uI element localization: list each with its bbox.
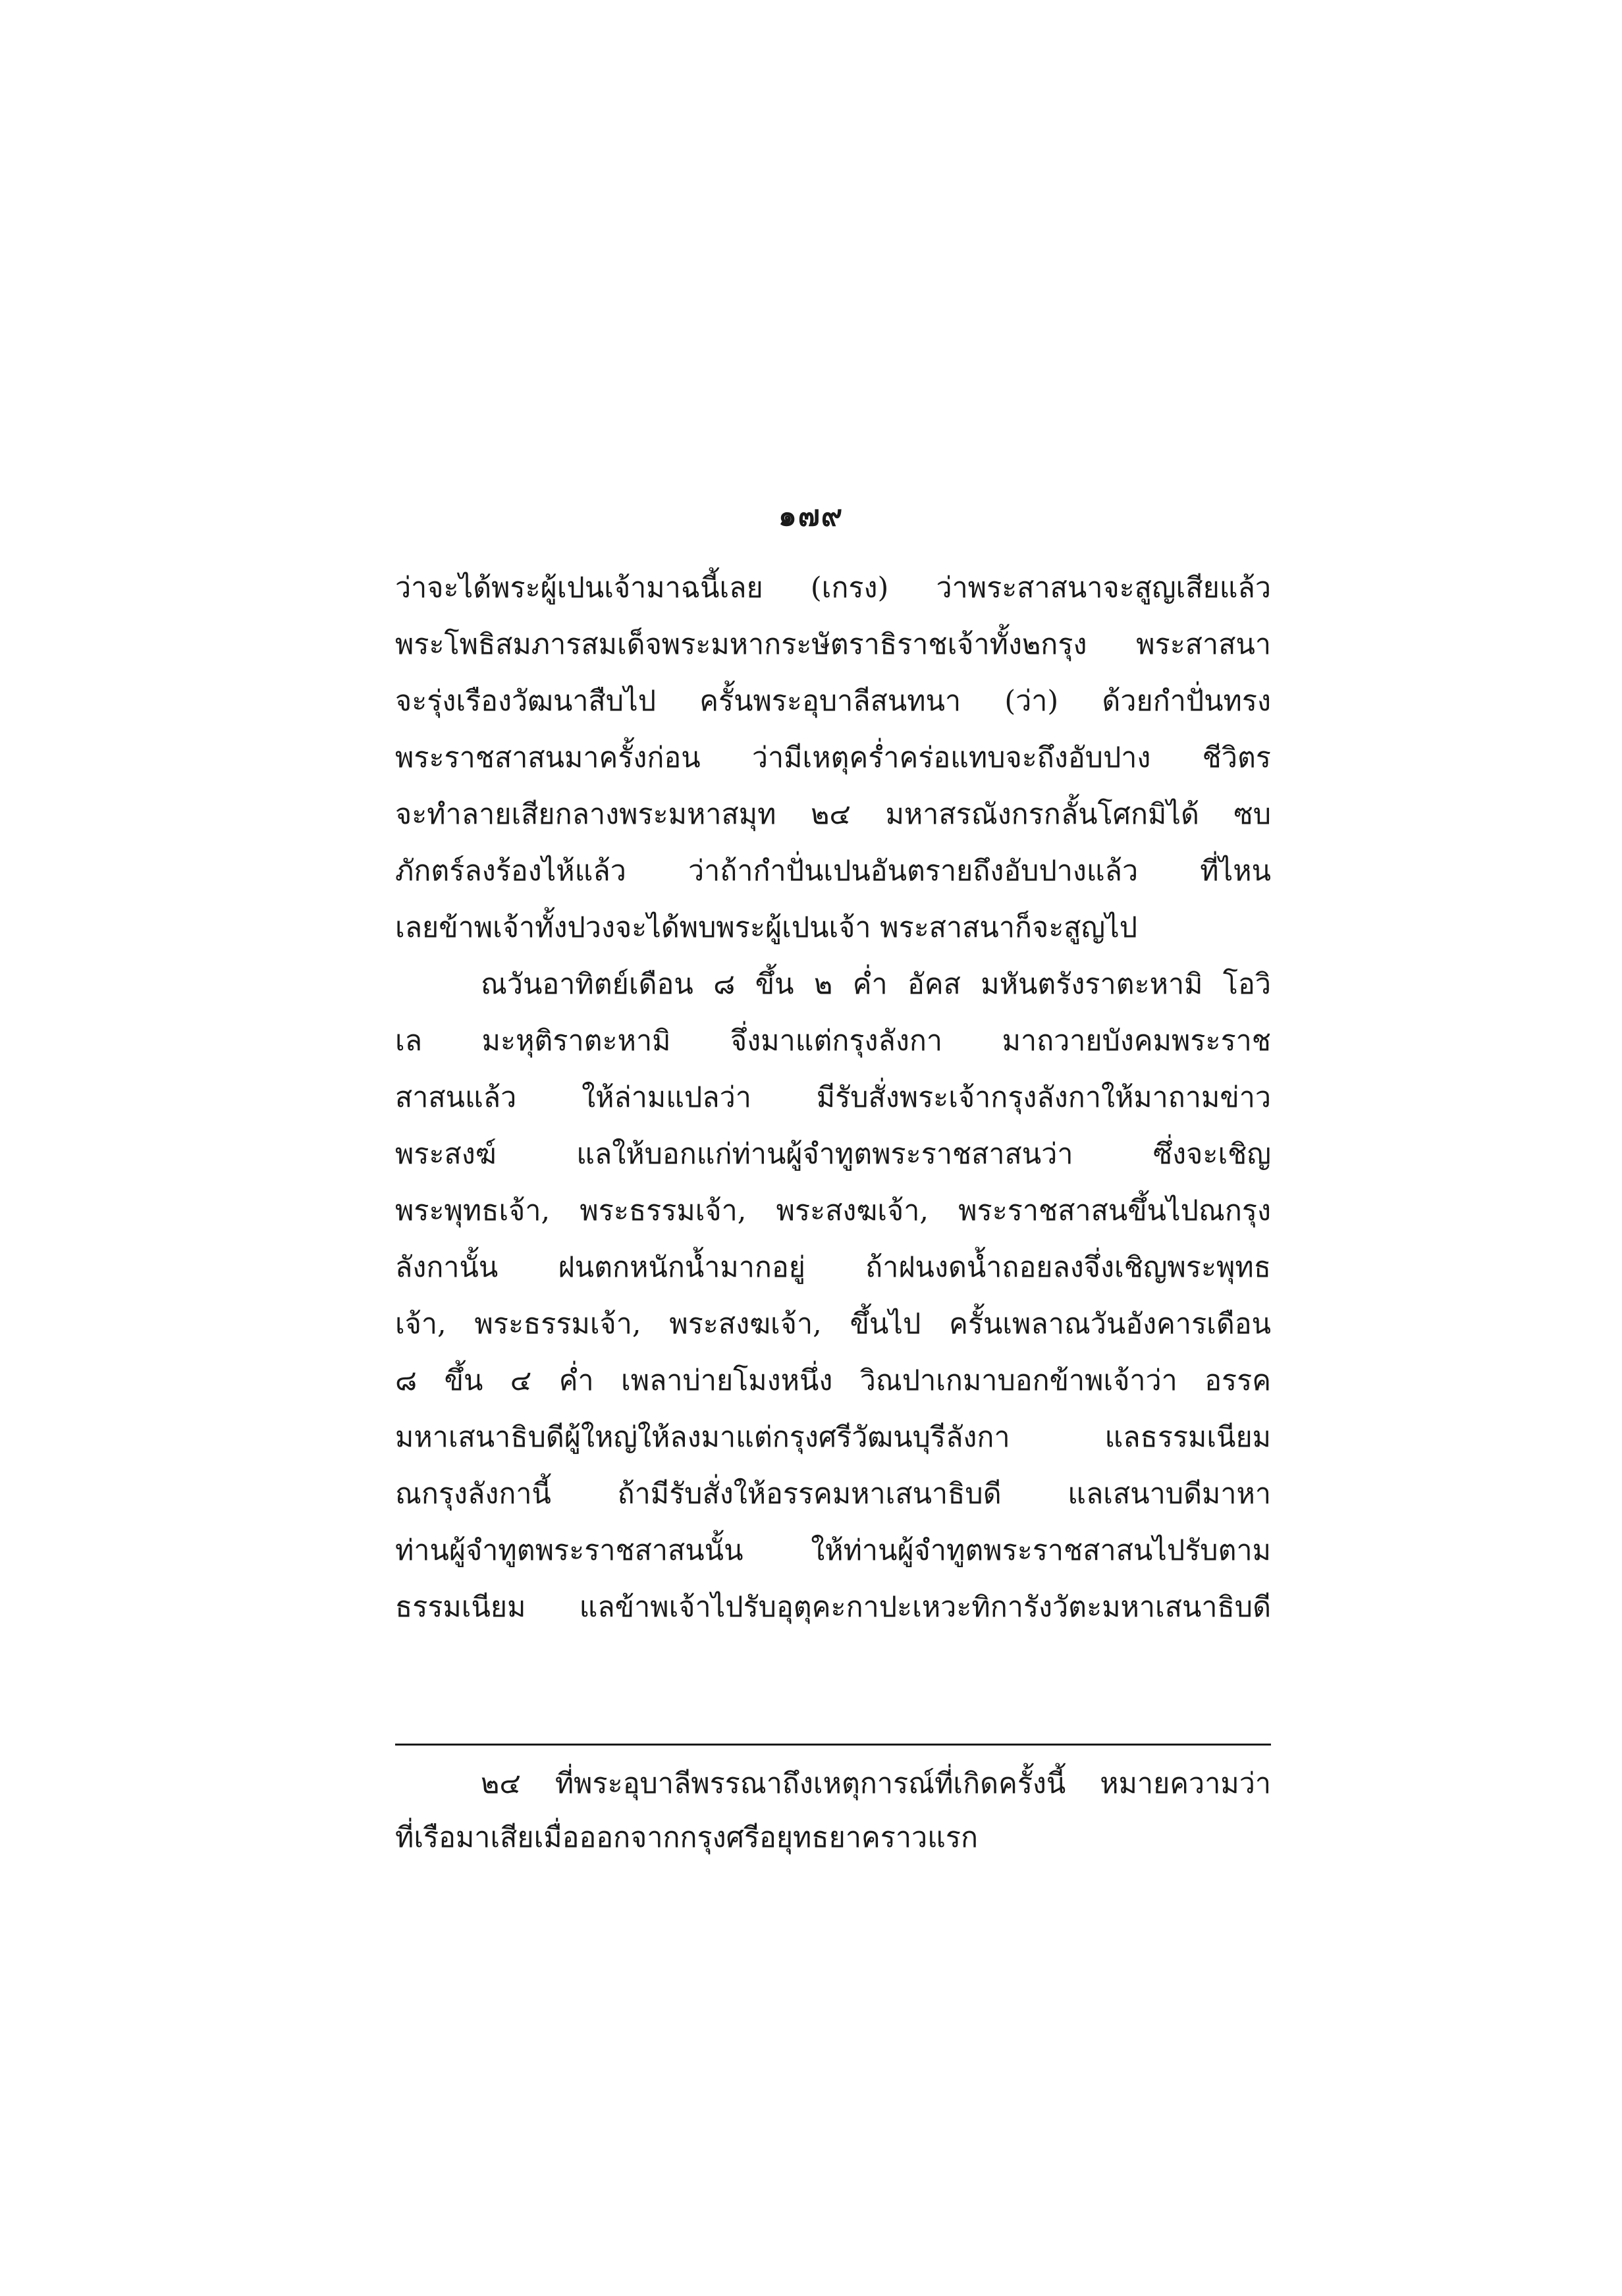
text-line: ภักตร์ลงร้องไห้แล้ว ว่าถ้ากำปั่นเปนอันตรายถึงอับปางแล้ว ที่ไหน (395, 855, 1271, 888)
body-text (395, 560, 1271, 1636)
text-line: จะทำลายเสียกลางพระมหาสมุท ๒๔ มหาสรณังกรกลั้นโศกมิได้ ซบ (395, 798, 1271, 831)
text-line: ว่าจะได้พระผู้เปนเจ้ามาฉนี้เลย (เกรง) ว่าพระสาสนาจะสูญเสียแล้ว (395, 572, 1271, 604)
text-line: ธรรมเนียม แลข้าพเจ้าไปรับอุตุคะกาปะเหวะทิการังวัตะมหาเสนาธิบดี (395, 1591, 1271, 1624)
text-line: พระราชสาสนมาครั้งก่อน ว่ามีเหตุคร่ำคร่อแทบจะถึงอับปาง ชีวิตร (395, 741, 1271, 774)
text-line: ลังกานั้น ฝนตกหนักน้ำมากอยู่ ถ้าฝนงดน้ำถอยลงจึ่งเชิญพระพุทธ (395, 1251, 1271, 1284)
text-line: เจ้า, พระธรรมเจ้า, พระสงฆเจ้า, ขึ้นไป ครั้นเพลาณวันอังคารเดือน (395, 1308, 1271, 1341)
footnote-line: ๒๔ ที่พระอุบาลีพรรณาถึงเหตุการณ์ที่เกิดครั้งนี้ หมายความว่า (481, 1767, 1271, 1800)
text-line: จะรุ่งเรืองวัฒนาสืบไป ครั้นพระอุบาลีสนทนา (ว่า) ด้วยกำปั่นทรง (395, 685, 1271, 718)
text-line: พระพุทธเจ้า, พระธรรมเจ้า, พระสงฆเจ้า, พระราชสาสนขึ้นไปณกรุง (395, 1194, 1271, 1227)
text-line: เล มะหุติราตะหามิ จึ่งมาแต่กรุงลังกา มาถวายบังคมพระราช (395, 1025, 1271, 1057)
footnote-line: ที่เรือมาเสียเมื่อออกจากกรุงศรีอยุทธยาคราวแรก (395, 1821, 978, 1854)
text-line: สาสนแล้ว ให้ล่ามแปลว่า มีรับสั่งพระเจ้ากรุงลังกาให้มาถามข่าว (395, 1081, 1271, 1114)
text-line: เลยข้าพเจ้าทั้งปวงจะได้พบพระผู้เปนเจ้า พระสาสนาก็จะสูญไป (395, 911, 1138, 944)
text-line: พระโพธิสมภารสมเด็จพระมหากระษัตราธิราชเจ้าทั้ง๒กรุง พระสาสนา (395, 628, 1271, 661)
text-line: พระสงฆ์ แลให้บอกแก่ท่านผู้จำทูตพระราชสาสนว่า ซึ่งจะเชิญ (395, 1138, 1271, 1171)
paragraph-start-line: ณวันอาทิตย์เดือน ๘ ขึ้น ๒ ค่ำ อัคส มหันตรังราตะหามิ โอวิ (481, 968, 1271, 1001)
page-number: ๑๗๙ (778, 499, 844, 533)
footnote-divider (395, 1744, 1271, 1746)
text-line: ณกรุงลังกานี้ ถ้ามีรับสั่งให้อรรคมหาเสนาธิบดี แลเสนาบดีมาหา (395, 1478, 1271, 1510)
text-line: ท่านผู้จำทูตพระราชสาสนนั้น ให้ท่านผู้จำทูตพระราชสาสนไปรับตาม (395, 1534, 1271, 1567)
footnote (395, 1757, 1271, 1865)
text-line: ๘ ขึ้น ๔ ค่ำ เพลาบ่ายโมงหนึ่ง วิณปาเกมาบอกข้าพเจ้าว่า อรรค (395, 1364, 1271, 1397)
text-line: มหาเสนาธิบดีผู้ใหญ่ให้ลงมาแต่กรุงศรีวัฒนบุรีลังกา แลธรรมเนียม (395, 1421, 1271, 1454)
